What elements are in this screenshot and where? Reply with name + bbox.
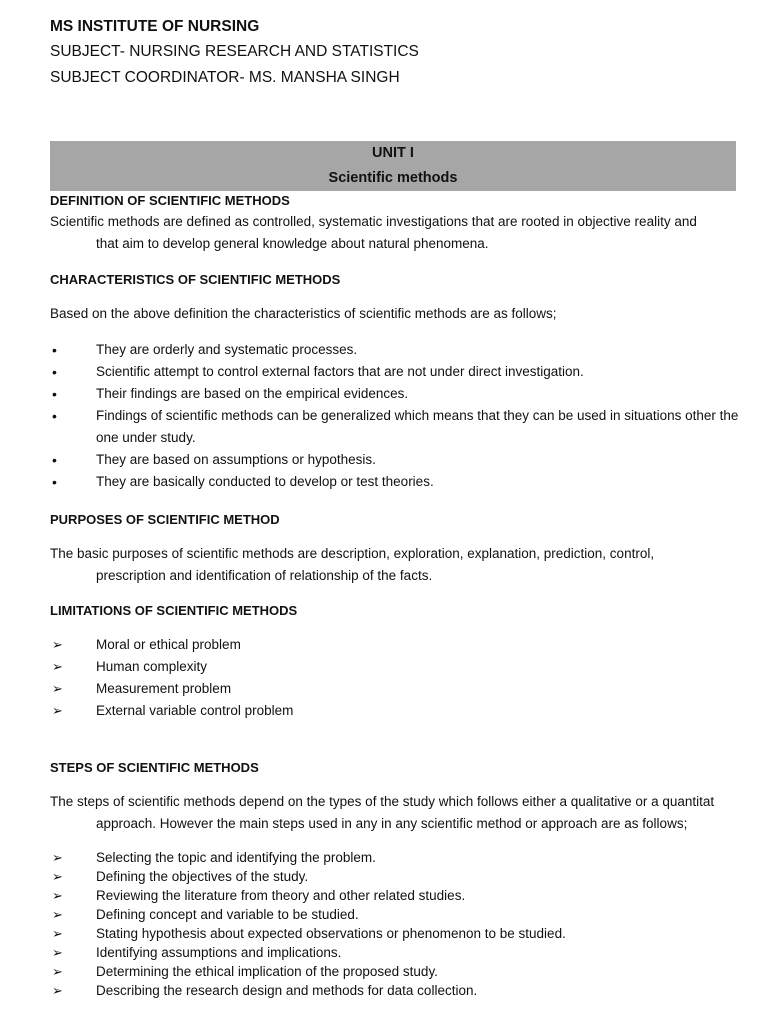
list-item: ➢ Human complexity — [50, 656, 740, 678]
steps-line-2: approach. However the main steps used in any in any scientific method or approach are as follows; — [96, 816, 688, 831]
unit-subtitle: Scientific methods — [328, 170, 458, 186]
steps-line-1: The steps of scientific methods depend on the types of the study which follows either a qualitative or a quantitat — [50, 794, 715, 809]
arrow-bullet-icon: ➢ — [52, 964, 63, 979]
list-item: ➢ Measurement problem — [50, 678, 740, 700]
characteristics-heading: CHARACTERISTICS OF SCIENTIFIC METHODS — [50, 272, 341, 287]
purposes-line-1: The basic purposes of scientific methods are description, exploration, explanation, prediction, control, — [50, 546, 655, 561]
characteristics-list — [50, 339, 740, 493]
list-item: ➢ Stating hypothesis about expected observations or phenomenon to be studied. — [52, 926, 566, 941]
arrow-bullet-icon: ➢ — [52, 637, 63, 652]
bullet-icon: • — [52, 342, 57, 358]
arrow-bullet-icon: ➢ — [52, 926, 63, 941]
list-item: ➢ Identifying assumptions and implications. — [52, 945, 342, 960]
arrow-bullet-icon: ➢ — [52, 703, 63, 718]
limitations-heading: LIMITATIONS OF SCIENTIFIC METHODS — [50, 603, 298, 618]
unit-title-band — [50, 141, 736, 191]
arrow-bullet-icon: ➢ — [52, 945, 63, 960]
definition-line-2: that aim to develop general knowledge about natural phenomena. — [96, 236, 489, 251]
steps-paragraph — [50, 791, 768, 835]
bullet-icon: • — [52, 386, 57, 402]
list-item: ➢ Defining concept and variable to be studied. — [52, 907, 359, 922]
list-item: • Their findings are based on the empirical evidences. — [50, 383, 740, 405]
list-item: • Findings of scientific methods can be generalized which means that they can be used in situations other the one under study. — [50, 405, 740, 449]
purposes-paragraph — [50, 543, 734, 587]
list-item: ➢ Determining the ethical implication of the proposed study. — [52, 964, 438, 979]
list-item: • Scientific attempt to control external factors that are not under direct investigation. — [50, 361, 740, 383]
arrow-bullet-icon: ➢ — [52, 850, 63, 865]
definition-line-1: Scientific methods are defined as controlled, systematic investigations that are rooted in objective reality and — [50, 214, 697, 229]
unit-title: UNIT I — [372, 145, 414, 161]
arrow-bullet-icon: ➢ — [52, 681, 63, 696]
institute-name: MS INSTITUTE OF NURSING — [50, 18, 260, 35]
purposes-heading: PURPOSES OF SCIENTIFIC METHOD — [50, 512, 280, 527]
steps-heading: STEPS OF SCIENTIFIC METHODS — [50, 760, 259, 775]
definition-heading: DEFINITION OF SCIENTIFIC METHODS — [50, 193, 290, 208]
purposes-line-2: prescription and identification of relationship of the facts. — [96, 568, 433, 583]
arrow-bullet-icon: ➢ — [52, 888, 63, 903]
limitations-list — [50, 634, 740, 722]
list-item: ➢ Describing the research design and methods for data collection. — [52, 983, 478, 998]
list-item: ➢ Reviewing the literature from theory and other related studies. — [52, 888, 466, 903]
list-item: • They are based on assumptions or hypothesis. — [50, 449, 740, 471]
list-item: ➢ External variable control problem — [50, 700, 740, 722]
bullet-icon: • — [52, 474, 57, 490]
coordinator-line: SUBJECT COORDINATOR- MS. MANSHA SINGH — [50, 69, 400, 86]
list-item: • They are basically conducted to develop or test theories. — [50, 471, 740, 493]
steps-list — [50, 848, 740, 1000]
list-item: ➢ Selecting the topic and identifying the problem. — [52, 850, 376, 865]
subject-line: SUBJECT- NURSING RESEARCH AND STATISTICS — [50, 43, 419, 60]
bullet-icon: • — [52, 364, 57, 380]
list-item: ➢ Defining the objectives of the study. — [52, 869, 309, 884]
definition-paragraph — [50, 211, 734, 255]
list-item: • They are orderly and systematic processes. — [50, 339, 740, 361]
arrow-bullet-icon: ➢ — [52, 869, 63, 884]
arrow-bullet-icon: ➢ — [52, 907, 63, 922]
characteristics-intro: Based on the above definition the characteristics of scientific methods are as follows; — [50, 306, 557, 321]
bullet-icon: • — [52, 408, 57, 424]
arrow-bullet-icon: ➢ — [52, 659, 63, 674]
list-item: ➢ Moral or ethical problem — [50, 634, 740, 656]
bullet-icon: • — [52, 452, 57, 468]
arrow-bullet-icon: ➢ — [52, 983, 63, 998]
